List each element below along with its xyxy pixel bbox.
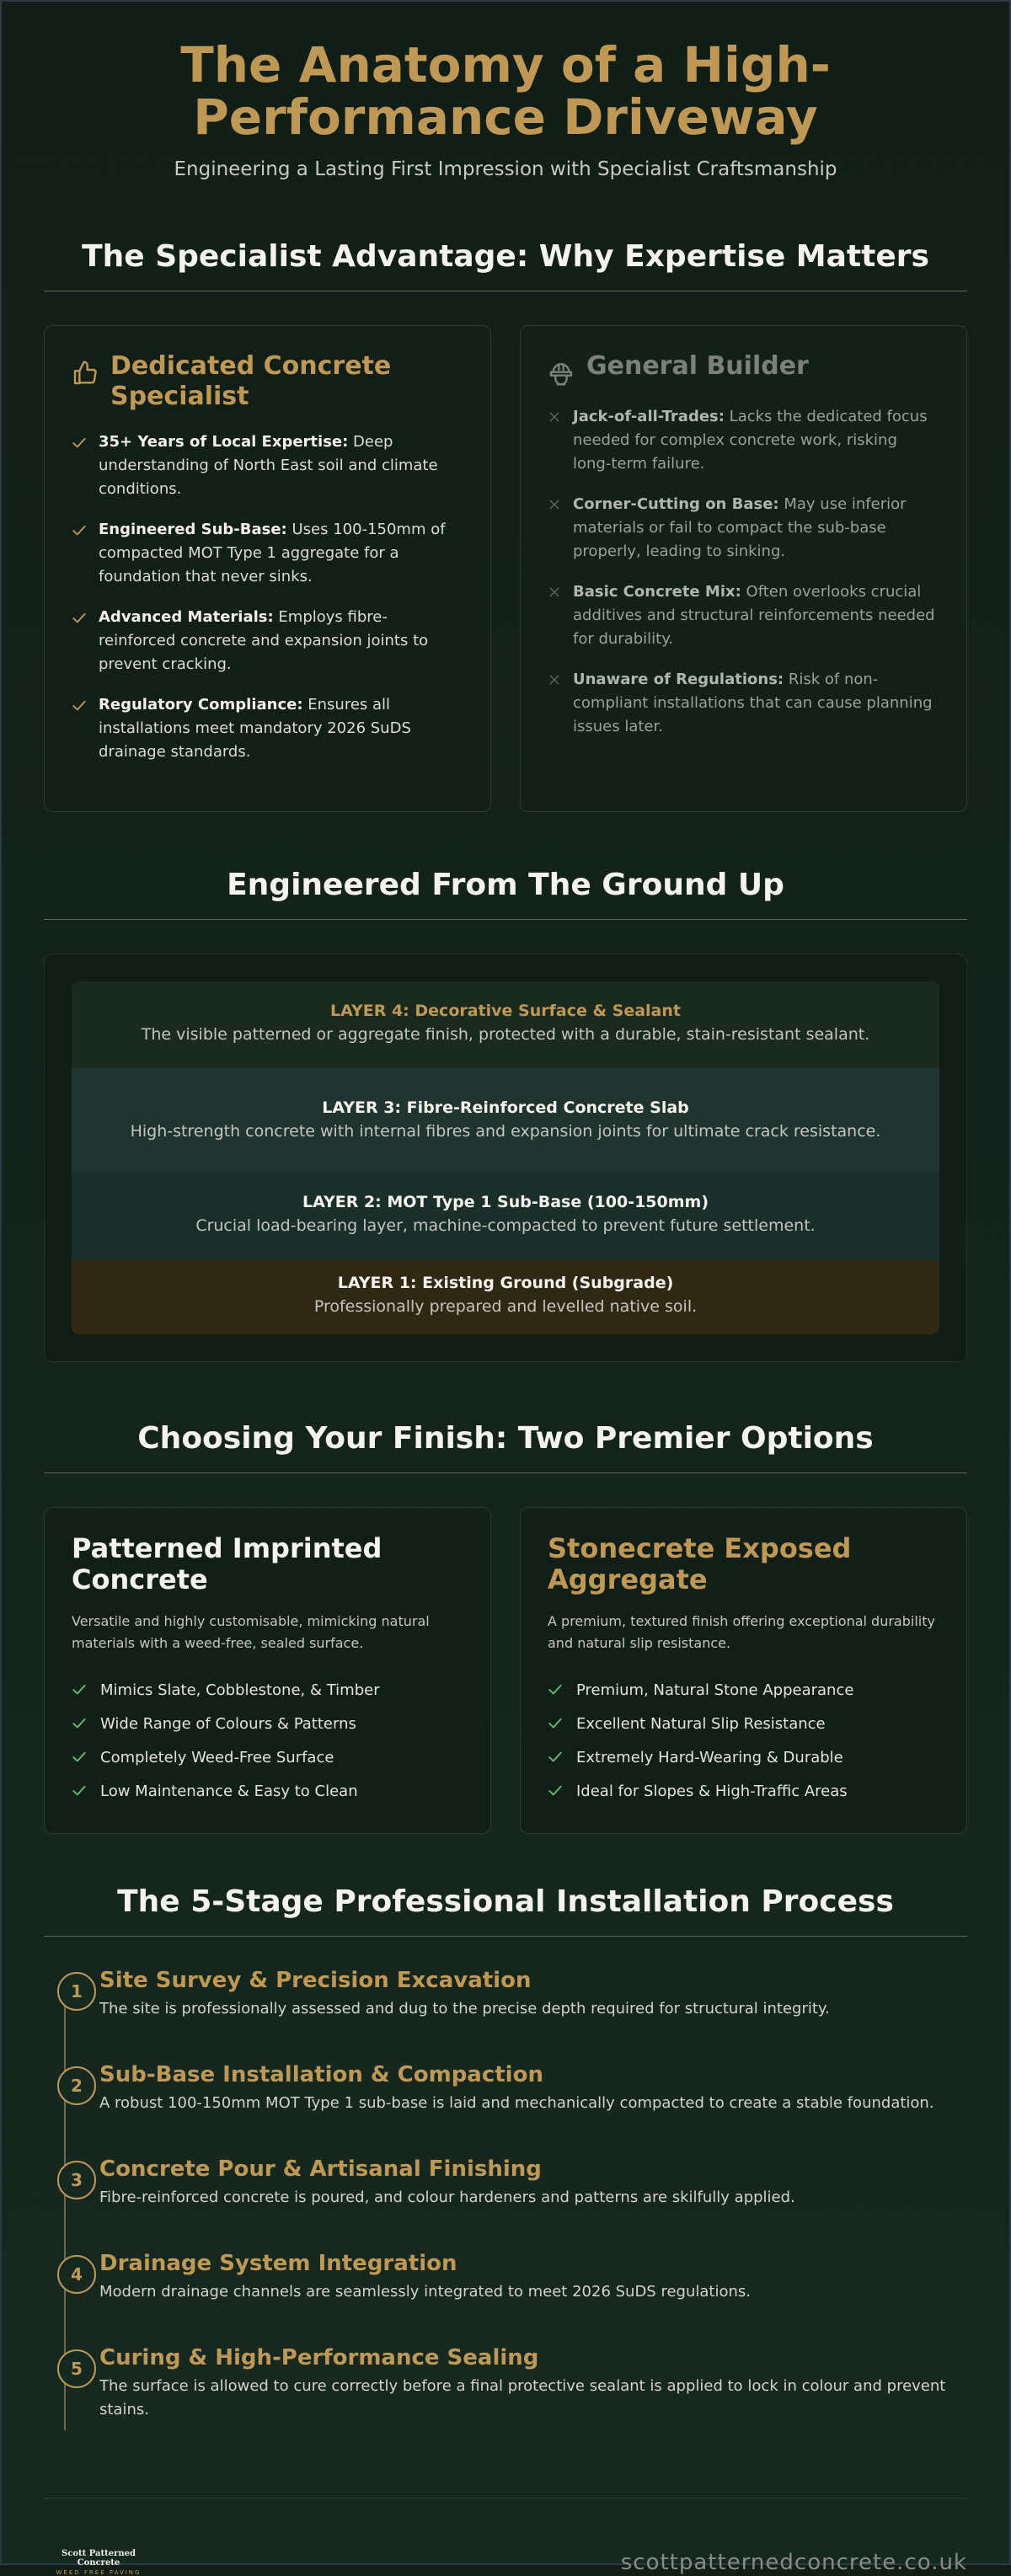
layer-description: The visible patterned or aggregate finish, protected with a durable, stain-resistant sealant. (141, 1025, 870, 1044)
feature-item (548, 1707, 939, 1740)
process-timeline (44, 1967, 967, 2439)
layer-description: Crucial load-bearing layer, machine-compacted to prevent future settlement. (195, 1216, 816, 1235)
feature-text: Excellent Natural Slip Resistance (576, 1714, 826, 1733)
check-icon (548, 1716, 563, 1731)
step-number: 2 (57, 2066, 96, 2105)
step-title: Sub-Base Installation & Compaction (99, 2062, 543, 2087)
patterned-card (44, 1507, 491, 1834)
step-title: Drainage System Integration (99, 2251, 457, 2276)
feature-text: Ideal for Slopes & High-Traffic Areas (576, 1782, 848, 1800)
list-item (72, 430, 463, 501)
layer-title: LAYER 3: Fibre-Reinforced Concrete Slab (322, 1098, 689, 1117)
thumbs-up-icon (72, 360, 99, 387)
feature-item (548, 1740, 939, 1774)
feature-item (72, 1673, 463, 1707)
finish-section-title: Choosing Your Finish: Two Premier Options (44, 1421, 967, 1473)
list-item (548, 493, 939, 564)
feature-item (72, 1707, 463, 1740)
list-item (72, 693, 463, 764)
logo-tagline: WEED FREE PAVING (56, 2569, 142, 2576)
list-item (72, 518, 463, 589)
company-logo[interactable] (44, 2549, 153, 2576)
process-step (57, 2061, 967, 2156)
list-item-detail: Deep understanding of North East soil and climate conditions. (99, 433, 438, 498)
check-icon (72, 1682, 87, 1697)
list-item-text (99, 606, 463, 676)
list-item-text (99, 430, 463, 501)
check-icon (72, 698, 87, 713)
step-description: Modern drainage channels are seamlessly integrated to meet 2026 SuDS regulations. (99, 2283, 751, 2301)
feature-item (548, 1774, 939, 1808)
process-step (57, 2156, 967, 2250)
patterned-heading: Patterned Imprinted Concrete (72, 1532, 382, 1595)
cross-icon (548, 673, 561, 687)
page-title: The Anatomy of a High-Performance Driveway (180, 36, 831, 146)
list-item-detail: Ensures all installations meet mandatory 2026 SuDS drainage standards. (99, 696, 411, 761)
check-icon (72, 1750, 87, 1765)
layer-3 (72, 1068, 939, 1173)
list-item-bold: Advanced Materials: (99, 608, 274, 626)
feature-text: Wide Range of Colours & Patterns (100, 1714, 356, 1733)
list-item-text (99, 693, 463, 764)
step-description: Fibre-reinforced concrete is poured, and colour hardeners and patterns are skilfully applied. (99, 2189, 795, 2206)
step-body (98, 2156, 795, 2250)
layer-2 (72, 1173, 939, 1260)
step-body (98, 2061, 934, 2156)
finish-cards (44, 1507, 967, 1834)
specialist-list (72, 430, 463, 764)
step-number: 5 (57, 2349, 96, 2388)
list-item-text (573, 405, 939, 476)
list-item (72, 606, 463, 676)
cross-icon (548, 585, 561, 599)
stonecrete-list (548, 1673, 939, 1808)
check-icon (548, 1783, 563, 1798)
process-step (57, 2344, 967, 2439)
cross-icon (548, 410, 561, 424)
builder-card (520, 325, 967, 812)
feature-item (72, 1774, 463, 1808)
step-description: The surface is allowed to cure correctly before a final protective sealant is applied to lock in colour and prevent stains. (99, 2377, 946, 2418)
check-icon (72, 1783, 87, 1798)
comparison-cards (44, 325, 967, 812)
process-step (57, 2250, 967, 2344)
feature-text: Mimics Slate, Cobblestone, & Timber (100, 1681, 380, 1699)
check-icon (72, 1716, 87, 1731)
list-item (548, 580, 939, 651)
layer-1 (72, 1260, 939, 1334)
step-body (98, 2344, 967, 2439)
check-icon (548, 1750, 563, 1765)
check-icon (72, 436, 87, 451)
layers-diagram (44, 954, 967, 1362)
stonecrete-description: A premium, textured finish offering exceptional durability and natural slip resistance. (548, 1613, 935, 1651)
layer-title: LAYER 1: Existing Ground (Subgrade) (337, 1274, 674, 1292)
feature-item (548, 1673, 939, 1707)
page-subtitle: Engineering a Lasting First Impression with Specialist Craftsmanship (174, 158, 837, 180)
logo-name: Scott Patterned Concrete (62, 2549, 136, 2568)
step-description: A robust 100-150mm MOT Type 1 sub-base is laid and mechanically compacted to create a stable foundation. (99, 2094, 934, 2112)
step-title: Concrete Pour & Artisanal Finishing (99, 2156, 542, 2182)
layer-4 (72, 981, 939, 1068)
step-number: 4 (57, 2255, 96, 2294)
list-item (548, 405, 939, 476)
builder-list (548, 405, 939, 739)
layer-description: Professionally prepared and levelled native soil. (313, 1297, 698, 1316)
process-section-title: The 5-Stage Professional Installation Process (44, 1884, 967, 1937)
hard-hat-worker-icon (548, 360, 575, 387)
list-item-bold: Unaware of Regulations: (573, 671, 784, 688)
step-number: 1 (57, 1972, 96, 2011)
list-item-bold: Basic Concrete Mix: (573, 583, 741, 601)
feature-text: Premium, Natural Stone Appearance (576, 1681, 854, 1699)
footer (44, 2498, 967, 2576)
cross-icon (548, 498, 561, 511)
step-title: Site Survey & Precision Excavation (99, 1968, 532, 1993)
stonecrete-heading: Stonecrete Exposed Aggregate (548, 1532, 852, 1595)
list-item-bold: Regulatory Compliance: (99, 696, 303, 713)
process-step (57, 1967, 967, 2061)
list-item-detail: Risk of non-compliant installations that can cause planning issues later. (573, 671, 933, 735)
patterned-description: Versatile and highly customisable, mimicking natural materials with a weed-free, sealed surface. (72, 1613, 430, 1651)
builder-heading: General Builder (586, 351, 809, 381)
layers-section-title: Engineered From The Ground Up (44, 868, 967, 920)
stonecrete-card (520, 1507, 967, 1834)
list-item-bold: Corner-Cutting on Base: (573, 495, 779, 513)
check-icon (548, 1682, 563, 1697)
check-icon (72, 523, 87, 538)
list-item-detail: Employs fibre-reinforced concrete and expansion joints to prevent cracking. (99, 608, 429, 673)
list-item-bold: Jack-of-all-Trades: (573, 408, 725, 425)
specialist-section-title: The Specialist Advantage: Why Expertise Matters (44, 239, 967, 291)
layer-title: LAYER 2: MOT Type 1 Sub-Base (100-150mm) (302, 1193, 709, 1211)
website-link[interactable]: scottpatternedconcrete.co.uk (620, 2550, 967, 2575)
layer-title: LAYER 4: Decorative Surface & Sealant (329, 1002, 681, 1020)
list-item-detail: Often overlooks crucial additives and structural reinforcements needed for durability. (573, 583, 935, 648)
list-item-bold: 35+ Years of Local Expertise: (99, 433, 349, 451)
list-item (548, 668, 939, 739)
list-item-text (573, 580, 939, 651)
list-item-detail: Lacks the dedicated focus needed for complex concrete work, risking long-term failure. (573, 408, 928, 473)
step-description: The site is professionally assessed and dug to the precise depth required for structural integrity. (99, 2000, 830, 2018)
specialist-card (44, 325, 491, 812)
step-number: 3 (57, 2161, 96, 2199)
check-icon (72, 611, 87, 626)
step-body (98, 1967, 830, 2061)
list-item-detail: May use inferior materials or fail to compact the sub-base properly, leading to sinking. (573, 495, 907, 560)
feature-item (72, 1740, 463, 1774)
hero (44, 2, 967, 180)
patterned-list (72, 1673, 463, 1808)
feature-text: Low Maintenance & Easy to Clean (100, 1782, 358, 1800)
feature-text: Completely Weed-Free Surface (100, 1748, 334, 1766)
list-item-text (99, 518, 463, 589)
list-item-text (573, 493, 939, 564)
layer-description: High-strength concrete with internal fibres and expansion joints for ultimate crack resistance. (130, 1122, 881, 1141)
specialist-heading: Dedicated Concrete Specialist (110, 351, 392, 411)
feature-text: Extremely Hard-Wearing & Durable (576, 1748, 843, 1766)
step-title: Curing & High-Performance Sealing (99, 2345, 539, 2370)
list-item-text (573, 668, 939, 739)
list-item-detail: Uses 100-150mm of compacted MOT Type 1 aggregate for a foundation that never sinks. (99, 521, 446, 585)
step-body (98, 2250, 751, 2344)
list-item-bold: Engineered Sub-Base: (99, 521, 287, 538)
